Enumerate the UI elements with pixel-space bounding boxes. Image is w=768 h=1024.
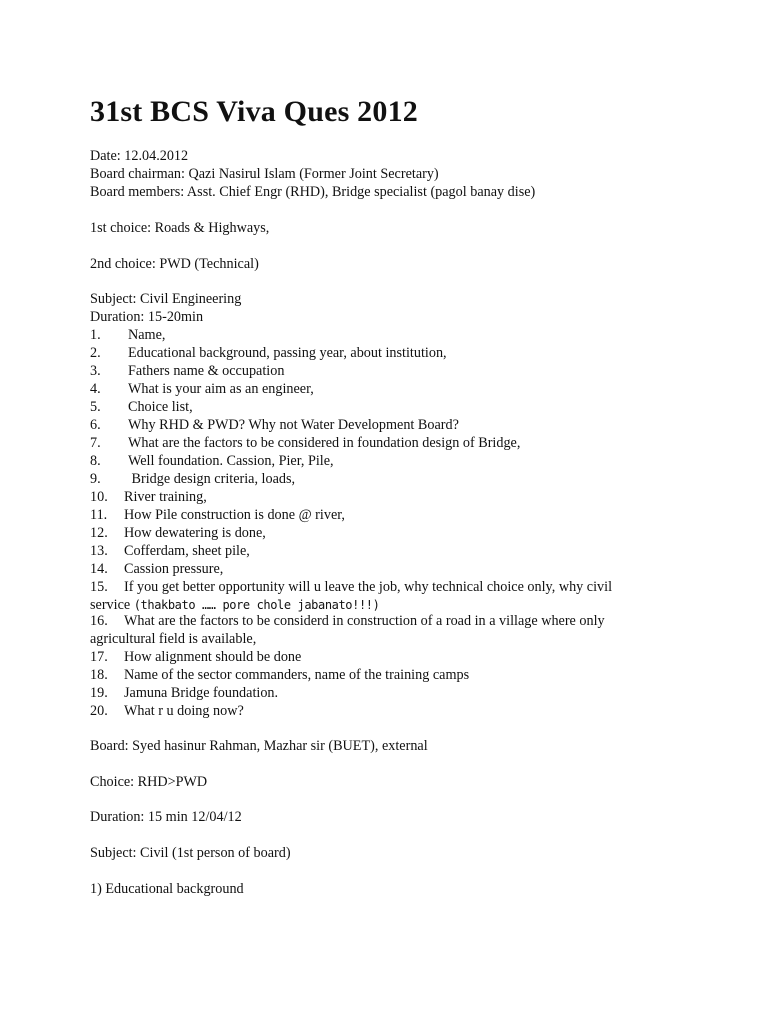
second-duration: Duration: 15 min 12/04/12 [90,809,242,825]
board-members: Board members: Asst. Chief Engr (RHD), Bridge specialist (pagol banay dise) [90,184,536,200]
question-item [90,560,223,578]
question-item [90,684,278,702]
question-text: Cofferdam, sheet pile, [124,543,250,559]
question-text: Well foundation. Cassion, Pier, Pile, [128,453,334,469]
question-number: 6. [90,417,101,433]
question-item [90,434,520,452]
question-text: Name of the sector commanders, name of the training camps [124,667,470,683]
question-number: 11. [90,507,108,523]
question-text: How Pile construction is done @ river, [124,507,345,523]
second-list-item: 1) Educational background [90,881,244,897]
question-number: 18. [90,667,108,683]
second-board: Board: Syed hasinur Rahman, Mazhar sir (BUET), external [90,738,428,754]
duration-line: Duration: 15-20min [90,309,204,325]
question-number: 1. [90,327,101,343]
question-number: 16. [90,613,108,629]
board-chairman: Board chairman: Qazi Nasirul Islam (Former Joint Secretary) [90,166,439,182]
question-text: If you get better opportunity will u leave the job, why technical choice only, why civil [124,579,613,595]
question-item [90,470,295,488]
question-number: 14. [90,561,108,577]
question-text: What are the factors to be considerd in construction of a road in a village where only [124,613,605,629]
question-item [90,416,459,434]
question-item [90,326,165,344]
question-text: River training, [124,489,207,505]
question-item [90,398,193,416]
question-continuation: agricultural field is available, [90,631,257,647]
question-item [90,524,266,542]
question-text: Why RHD & PWD? Why not Water Development Board? [128,417,459,433]
question-number: 17. [90,649,108,665]
question-text: Fathers name & occupation [128,363,285,379]
question-text: Educational background, passing year, about institution, [128,345,447,361]
question-item [90,612,605,630]
question-text: Bridge design criteria, loads, [128,471,296,487]
question-number: 20. [90,703,108,719]
question-number: 15. [90,579,108,595]
question-item [90,380,314,398]
question-number: 10. [90,489,108,505]
question-number: 2. [90,345,101,361]
question-text: Cassion pressure, [124,561,224,577]
question-number: 8. [90,453,101,469]
question-number: 19. [90,685,108,701]
continuation-remark: (thakbato …… pore chole jabanato!!!) [133,598,380,612]
first-choice: 1st choice: Roads & Highways, [90,220,270,236]
question-item [90,666,469,684]
question-item [90,488,207,506]
question-number: 3. [90,363,101,379]
question-number: 12. [90,525,108,541]
second-choice: 2nd choice: PWD (Technical) [90,256,259,272]
question-item [90,542,250,560]
question-item [90,578,612,596]
question-text: What r u doing now? [124,703,244,719]
question-text: Name, [128,327,166,343]
question-item [90,506,345,524]
question-text: What are the factors to be considered in foundation design of Bridge, [128,435,521,451]
question-text: How alignment should be done [124,649,302,665]
question-number: 4. [90,381,101,397]
question-item [90,648,301,666]
question-text: What is your aim as an engineer, [128,381,314,397]
question-number: 9. [90,471,101,487]
subject-line: Subject: Civil Engineering [90,291,242,307]
viva-date: Date: 12.04.2012 [90,148,189,164]
question-text: Jamuna Bridge foundation. [124,685,279,701]
second-choice-order: Choice: RHD>PWD [90,774,208,790]
question-number: 13. [90,543,108,559]
question-item [90,362,284,380]
question-text: How dewatering is done, [124,525,266,541]
question-item [90,344,447,362]
question-item [90,452,334,470]
question-text: Choice list, [128,399,193,415]
continuation-text: service [90,597,134,613]
document-title: 31st BCS Viva Ques 2012 [90,95,418,128]
second-subject: Subject: Civil (1st person of board) [90,845,291,861]
question-number: 5. [90,399,101,415]
question-item [90,702,244,720]
question-number: 7. [90,435,101,451]
